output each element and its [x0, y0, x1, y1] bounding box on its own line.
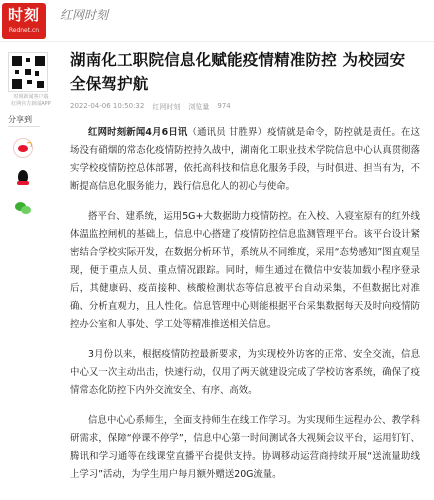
article-title: 湖南化工职院信息化赋能疫情精准防控 为校园安全保驾护航 [70, 51, 406, 93]
share-label: 分享到 [8, 115, 32, 124]
qr-code [8, 52, 48, 92]
paragraph-2: 搭平台、建系统，运用5G+大数据助力疫情防控。在入校、入寝室原有的红外线体温监控闸机的基础上，信息中心搭建了疫情防控信息监测管理平台。该平台设计紧密结合学校实际开发，在数据分析环节，系统从不同维度，采用“态势感知”图直观呈现，便于重点人员、重点情况跟踪。同时，师生通过在微信中安装加载小程序登录后，其健康码、疫苗接种、核酸检测状态等信息被平台自动采集，不但数据比对准确、分析直观力，且人性化。信息管理中心则能根据平台采集数据每天及时向疫情防控办公室和人事处、学工处等精准推送相关信息。 [70, 211, 420, 330]
share-sidebar [0, 42, 62, 500]
article [70, 48, 420, 484]
article-source: 红网时刻 [152, 103, 181, 111]
header-signature: 红网时刻 [60, 8, 109, 22]
paragraph-3: 3月份以来，根据疫情防控最新要求，为实现校外访客的正常、安全交流，信息中心又一次主动出击，快速行动，仅用了两天就建设完成了学校访客系统，确保了疫情常态化防控下内外交流安全、有序、高效。 [70, 349, 420, 396]
qr-caption: 时刻新闻客户端 红网官方新闻APP [11, 94, 51, 107]
divider [8, 126, 40, 127]
weibo-icon[interactable] [13, 138, 33, 158]
article-views: 974 [217, 102, 231, 110]
article-views-label: 浏览量 [188, 103, 210, 111]
qq-icon[interactable] [13, 168, 33, 188]
site-header [0, 0, 434, 42]
site-logo[interactable] [2, 3, 46, 39]
paragraph-1 [70, 124, 420, 196]
logo-text: 时刻 [7, 6, 40, 24]
logo-subtext: Rednet.cn [8, 27, 40, 34]
paragraph-4: 信息中心心系师生，全面支持师生在线工作学习。为实现师生远程办公、教学科研需求，保障“停课不停学”，信息中心第一时间测试各大视频会议平台，运用钉钉、腾讯和学习通等在线课堂直播平台提供支持。协调移动运营商持续开展“送流量助线上学习”活动，为学生用户每月额外赠送20G流量。 [70, 415, 420, 480]
article-date: 2022-04-06 10:50:32 [70, 102, 145, 110]
paragraph-1-text: （通讯员 甘胜界）疫情就是命令，防控就是责任。在这场没有硝烟的常态化疫情防控持久战中，湖南化工职业技术学院信息中心认真贯彻落实学校疫情防控总体部署，依托高科技和信息化服务手段，与时俱进、担当有为，不断提高信息化服务能力，践行信息化人的初心与使命。 [70, 127, 420, 192]
wechat-icon[interactable] [13, 198, 33, 218]
article-meta [70, 102, 420, 112]
dateline: 红网时刻新闻4月6日讯 [88, 127, 188, 138]
